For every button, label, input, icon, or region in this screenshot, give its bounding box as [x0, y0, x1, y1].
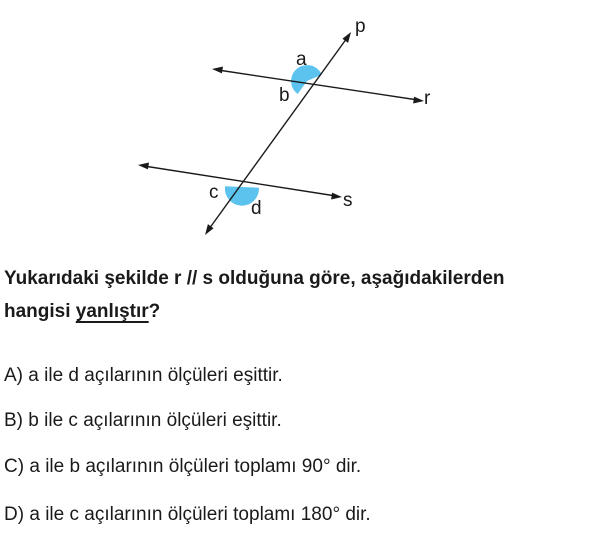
arrowhead-r-left — [212, 67, 223, 74]
option-b-letter: B) — [4, 410, 23, 431]
label-a: a — [296, 49, 307, 70]
question-line-2-suffix: ? — [148, 301, 161, 322]
arrowhead-p-bottom — [205, 224, 214, 235]
label-r: r — [424, 88, 431, 109]
option-c-letter: C) — [4, 456, 25, 477]
option-b[interactable] — [4, 409, 282, 433]
option-c-text: a ile b açılarının ölçüleri toplamı 90° dir. — [29, 456, 362, 477]
option-a-text: a ile d açılarının ölçüleri eşittir. — [28, 365, 283, 386]
option-d-letter: D) — [4, 504, 25, 525]
question-text — [4, 262, 594, 328]
arrowhead-r-right — [413, 97, 424, 104]
arrowhead-s-left — [138, 163, 149, 170]
line-p — [209, 38, 347, 229]
question-line-1: Yukarıdaki şekilde r // s olduğuna göre, aşağıdakilerden — [4, 268, 505, 289]
option-c[interactable] — [4, 455, 361, 479]
label-b: b — [279, 85, 290, 106]
label-d: d — [251, 198, 262, 219]
arrowhead-s-right — [331, 193, 342, 200]
option-a[interactable] — [4, 364, 283, 388]
option-d-text: a ile c açılarının ölçüleri toplamı 180° dir. — [29, 504, 371, 525]
label-c: c — [209, 182, 219, 203]
parallel-lines-figure — [0, 0, 595, 250]
option-a-letter: A) — [4, 365, 23, 386]
option-d[interactable] — [4, 503, 371, 527]
label-p: p — [355, 16, 366, 37]
question-line-2-prefix: hangisi — [4, 301, 76, 322]
question-emphasis: yanlıştır — [75, 301, 149, 322]
arrowhead-p-top — [342, 32, 351, 43]
label-s: s — [343, 190, 353, 211]
option-b-text: b ile c açılarının ölçüleri eşittir. — [28, 410, 282, 431]
